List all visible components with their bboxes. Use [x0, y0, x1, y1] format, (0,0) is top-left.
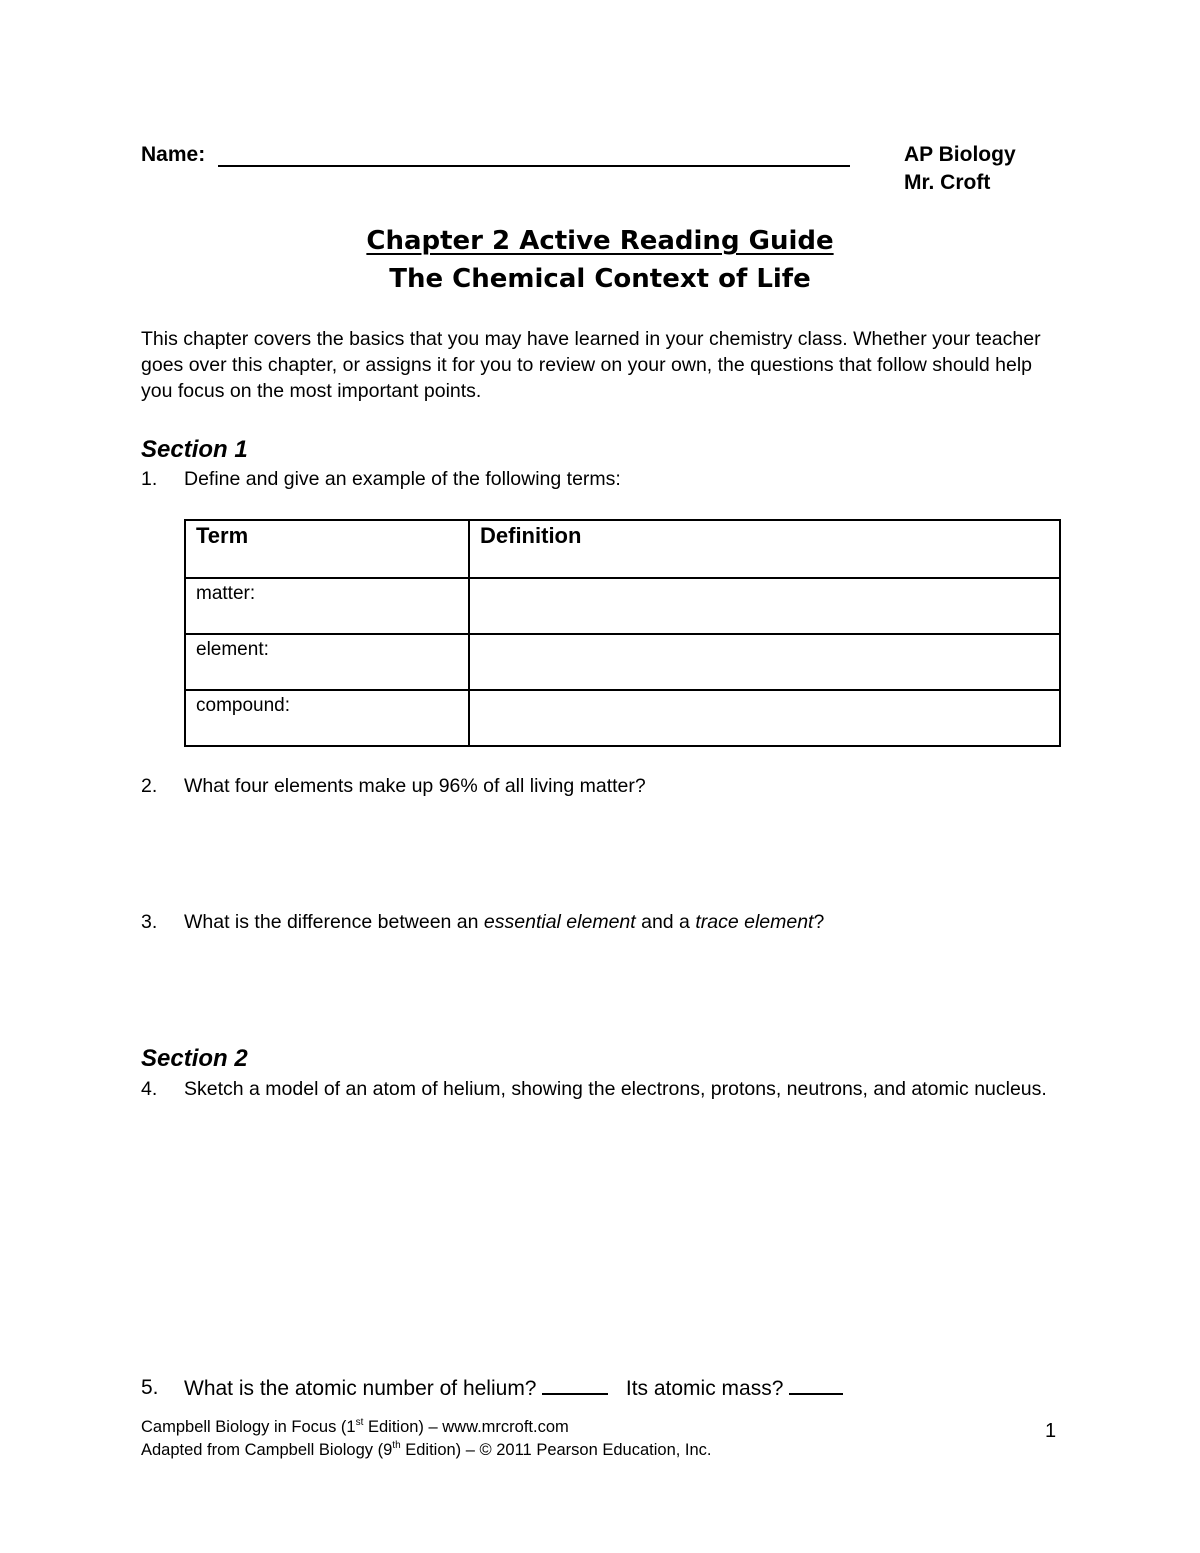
essential-element-term: essential element	[483, 911, 636, 933]
footer-line-2	[141, 1440, 712, 1460]
name-field[interactable]	[218, 165, 850, 167]
question-4-number: 4.	[141, 1078, 158, 1100]
term-cell: element:	[185, 634, 469, 690]
section-1-heading: Section 1	[141, 436, 248, 463]
question-4-text: Sketch a model of an atom of helium, showing the electrons, protons, neutrons, and atomic nucleus.	[184, 1078, 1047, 1100]
footer-line-1	[141, 1417, 569, 1437]
question-3-part: What is the difference between an	[184, 911, 484, 933]
question-3-part: ?	[813, 911, 825, 933]
column-header-term: Term	[185, 520, 469, 578]
footer-text: Adapted from Campbell Biology (9	[141, 1441, 393, 1459]
terms-table	[184, 519, 1061, 747]
table-header-row	[185, 520, 1060, 578]
question-5-part-b: Its atomic mass?	[625, 1377, 784, 1400]
intro-paragraph: This chapter covers the basics that you may have learned in your chemistry class. Whether your teacher goes over this chapter, or assigns it for you to review on your own, the questions that follow should help you focus on the most important points.	[141, 328, 1041, 402]
teacher-label: Mr. Croft	[904, 171, 991, 194]
footer-text: Edition) – www.mrcroft.com	[363, 1418, 569, 1436]
term-cell: matter:	[185, 578, 469, 634]
footer-text: Campbell Biology in Focus (1	[141, 1418, 356, 1436]
question-2-number: 2.	[141, 775, 158, 797]
page-subtitle: The Chemical Context of Life	[389, 264, 811, 294]
column-header-definition: Definition	[469, 520, 1060, 578]
footer-superscript: th	[392, 1440, 401, 1451]
question-5-text	[184, 1373, 843, 1402]
footer-superscript: st	[355, 1417, 364, 1428]
page-title-text: Chapter 2 Active Reading Guide	[366, 226, 834, 256]
definition-cell[interactable]	[469, 578, 1060, 634]
question-1-number: 1.	[141, 468, 158, 490]
section-2-heading: Section 2	[141, 1045, 248, 1072]
question-2-text: What four elements make up 96% of all living matter?	[184, 775, 646, 797]
question-5-part-a: What is the atomic number of helium?	[184, 1377, 537, 1400]
trace-element-term: trace element	[695, 911, 814, 933]
question-1-text: Define and give an example of the following terms:	[184, 468, 621, 490]
table-row	[185, 634, 1060, 690]
definition-cell[interactable]	[469, 690, 1060, 746]
course-label: AP Biology	[904, 143, 1016, 166]
question-5-number: 5.	[141, 1376, 159, 1399]
question-3-part: and a	[635, 911, 696, 933]
page-number: 1	[1045, 1420, 1057, 1442]
question-3-text	[184, 909, 824, 936]
question-3-number: 3.	[141, 911, 158, 933]
atomic-mass-blank[interactable]	[789, 1373, 843, 1395]
term-cell: compound:	[185, 690, 469, 746]
atomic-number-blank[interactable]	[542, 1373, 608, 1395]
definition-cell[interactable]	[469, 634, 1060, 690]
name-label: Name:	[141, 143, 206, 166]
table-row	[185, 578, 1060, 634]
table-row	[185, 690, 1060, 746]
footer-text: Edition) – © 2011 Pearson Education, Inc.	[400, 1441, 712, 1459]
page-title	[0, 226, 1200, 256]
